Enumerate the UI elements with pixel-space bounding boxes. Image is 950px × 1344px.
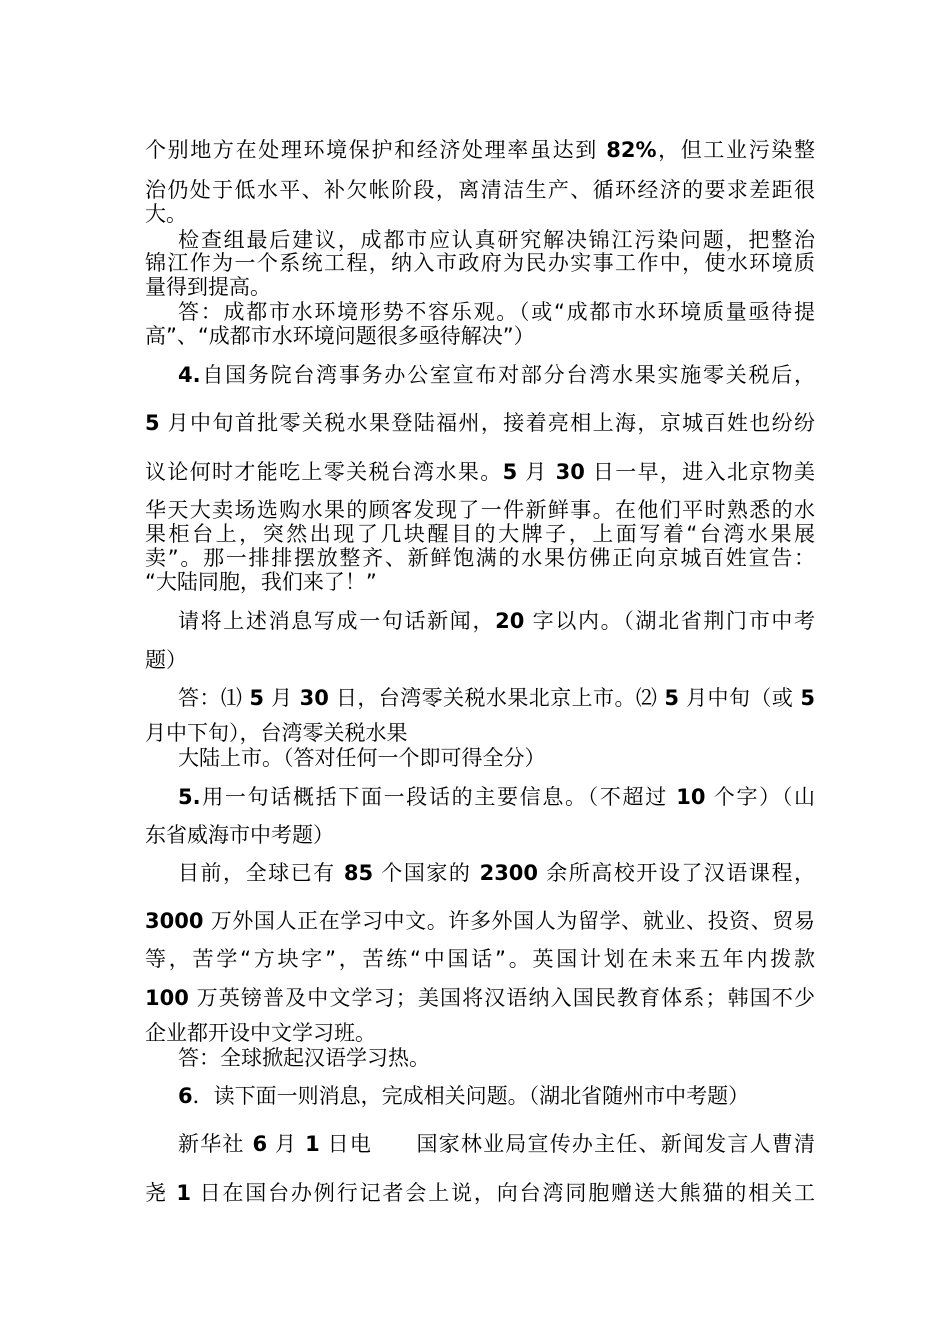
text-line: 4.自国务院台湾事务办公室宣布对部分台湾水果实施零关税后， bbox=[178, 363, 815, 387]
text-line: 6．读下面一则消息，完成相关问题。（湖北省随州市中考题） bbox=[178, 1084, 750, 1108]
text-line: 题） bbox=[145, 648, 187, 672]
text-line: 治仍处于低水平、补欠帐阶段，离清洁生产、循环经济的要求差距很 bbox=[145, 178, 815, 202]
text-line: 个别地方在处理环境保护和经济处理率虽达到 82%，但工业污染整 bbox=[145, 138, 815, 162]
text-line: 量得到提高。 bbox=[145, 275, 271, 299]
text-line: “大陆同胞，我们来了！” bbox=[145, 570, 377, 594]
text-line: 议论何时才能吃上零关税台湾水果。5 月 30 日一早，进入北京物美 bbox=[145, 460, 815, 484]
text-line: 卖”。那一排排摆放整齐、新鲜饱满的水果仿佛正向京城百姓宣告： bbox=[145, 546, 815, 570]
text-line: 检查组最后建议，成都市应认真研究解决锦江污染问题，把整治 bbox=[178, 228, 815, 252]
text-line: 大。 bbox=[145, 202, 187, 226]
text-line: 3000 万外国人正在学习中文。许多外国人为留学、就业、投资、贸易 bbox=[145, 909, 815, 933]
text-line: 答：成都市水环境形势不容乐观。（或“成都市水环境质量亟待提 bbox=[178, 300, 815, 324]
text-line: 高”、“成都市水环境问题很多亟待解决”） bbox=[145, 324, 535, 348]
text-line: 答：⑴ 5 月 30 日，台湾零关税水果北京上市。⑵ 5 月中旬（或 5 bbox=[178, 686, 815, 710]
text-line: 新华社 6 月 1 日电 国家林业局宣传办主任、新闻发言人曹清 bbox=[178, 1132, 815, 1156]
text-line: 锦江作为一个系统工程，纳入市政府为民办实事工作中，使水环境质 bbox=[145, 251, 815, 275]
text-line: 100 万英镑普及中文学习；美国将汉语纳入国民教育体系；韩国不少 bbox=[145, 986, 815, 1010]
text-line: 等，苦学“方块字”，苦练“中国话”。英国计划在未来五年内拨款 bbox=[145, 947, 815, 971]
text-line: 华天大卖场选购水果的顾客发现了一件新鲜事。在他们平时熟悉的水 bbox=[145, 498, 815, 522]
text-line: 大陆上市。（答对任何一个即可得全分） bbox=[178, 746, 546, 770]
text-line: 东省威海市中考题） bbox=[145, 823, 334, 847]
text-line: 目前，全球已有 85 个国家的 2300 余所高校开设了汉语课程， bbox=[178, 861, 815, 885]
text-line: 5 月中旬首批零关税水果登陆福州，接着亮相上海，京城百姓也纷纷 bbox=[145, 411, 815, 435]
text-line: 月中下旬），台湾零关税水果 bbox=[145, 721, 408, 745]
text-line: 尧 1 日在国台办例行记者会上说，向台湾同胞赠送大熊猫的相关工 bbox=[145, 1181, 815, 1205]
text-line: 企业都开设中文学习班。 bbox=[145, 1021, 376, 1045]
text-line: 5.用一句话概括下面一段话的主要信息。（不超过 10 个字）（山 bbox=[178, 785, 815, 809]
text-line: 答：全球掀起汉语学习热。 bbox=[178, 1046, 430, 1070]
text-line: 请将上述消息写成一句话新闻，20 字以内。（湖北省荆门市中考 bbox=[178, 609, 815, 633]
text-line: 果柜台上，突然出现了几块醒目的大牌子，上面写着“台湾水果展 bbox=[145, 522, 815, 546]
